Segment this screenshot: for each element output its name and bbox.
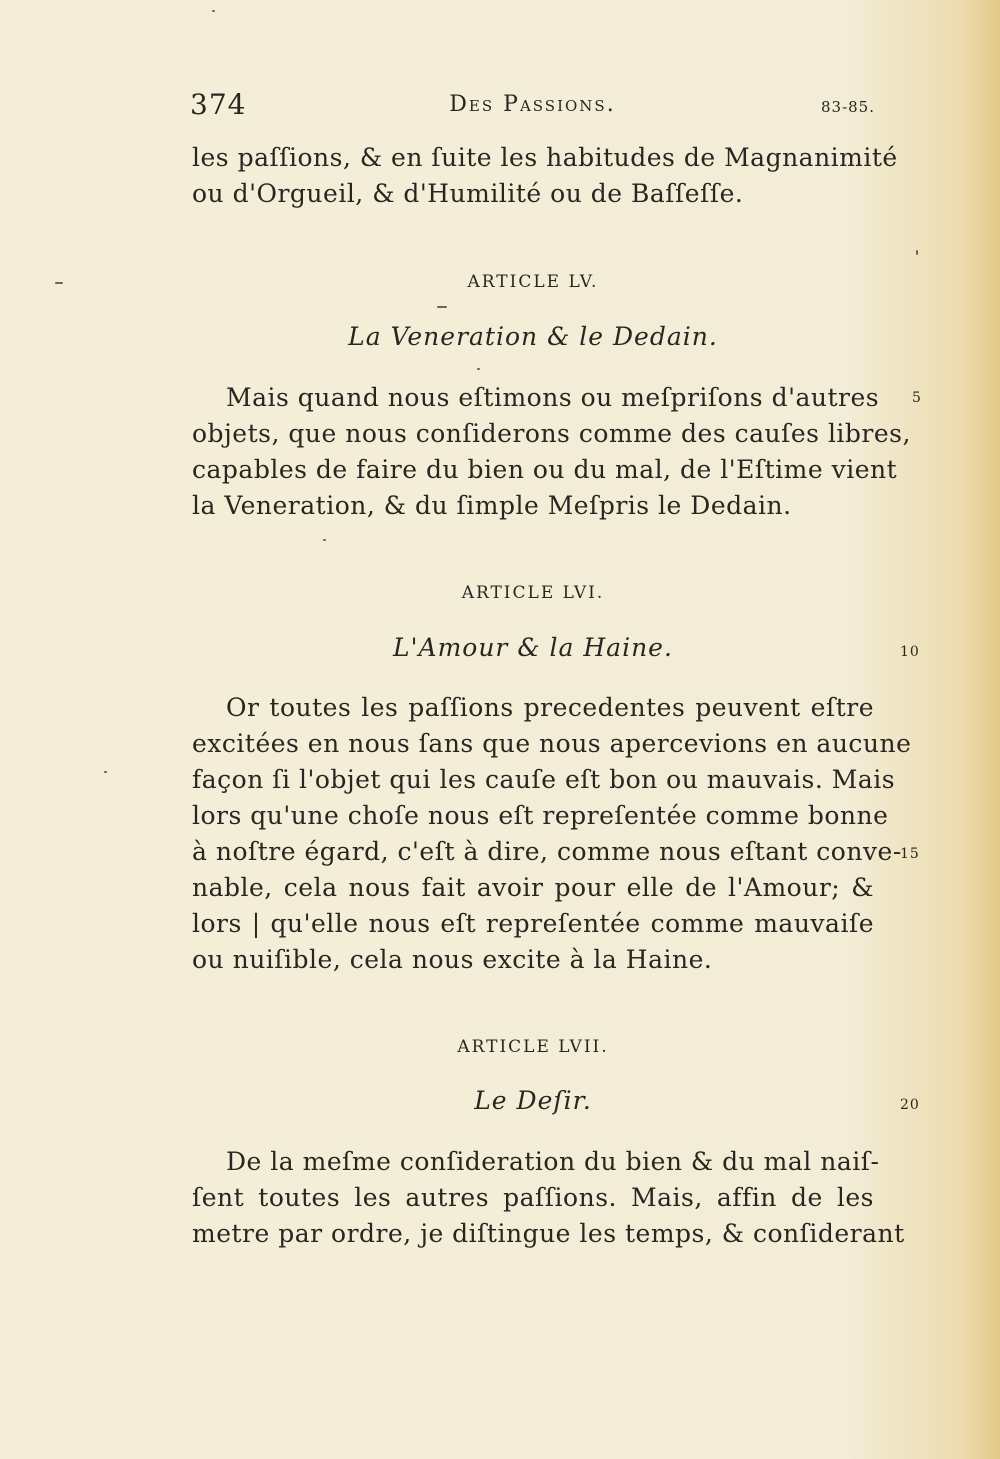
scan-speck: [477, 368, 480, 370]
article-title: L'Amour & la Haine.: [393, 633, 673, 662]
article-title: Le Deſir.: [474, 1086, 592, 1115]
scan-speck: [916, 250, 918, 255]
scan-speck: [55, 282, 63, 284]
text-line: ou nuiſible, cela nous excite à la Haine.: [192, 945, 713, 974]
text-line: façon ſi l'objet qui les cauſe eſt bon ou mauvais. Mais: [192, 765, 896, 794]
line-number-marker: 5: [912, 390, 922, 406]
text-line: excitées en nous ſans que nous apercevions en aucune: [192, 729, 912, 758]
text-line: ſent toutes les autres paſſions. Mais, affin de les: [192, 1183, 874, 1212]
article-title: La Veneration & le Dedain.: [348, 322, 718, 351]
section-reference: 83-85.: [820, 98, 875, 116]
text-line: metre par ordre, je diſtingue les temps, & conſiderant: [192, 1219, 905, 1248]
article-heading: ARTICLE LV.: [467, 272, 599, 292]
text-line: lors qu'une choſe nous eſt repreſentée comme bonne: [192, 801, 889, 830]
scan-speck: [104, 771, 107, 773]
page-number: 374: [190, 88, 247, 121]
scan-speck: [212, 10, 215, 12]
text-line: objets, que nous conſiderons comme des cauſes libres,: [192, 419, 911, 448]
line-number-marker: 10: [900, 644, 920, 660]
text-line: capables de faire du bien ou du mal, de l'Eſtime vient: [192, 455, 898, 484]
text-line: ou d'Orgueil, & d'Humilité ou de Baſſeſſe.: [192, 179, 744, 208]
scan-speck: [323, 539, 326, 541]
text-line: les paſſions, & en ſuite les habitudes de Magnanimité: [192, 143, 898, 172]
text-line: Or toutes les paſſions precedentes peuvent eſtre: [226, 693, 874, 722]
text-line: nable, cela nous fait avoir pour elle de l'Amour; &: [192, 873, 874, 902]
line-number-marker: 20: [900, 1097, 920, 1113]
page-header: [190, 88, 875, 128]
text-line: De la meſme conſideration du bien & du mal naiſ-: [226, 1147, 880, 1176]
text-line: à noſtre égard, c'eſt à dire, comme nous eſtant conve-: [192, 837, 902, 866]
article-heading: ARTICLE LVII.: [457, 1037, 609, 1057]
text-line: la Veneration, & du ſimple Meſpris le Dedain.: [192, 491, 792, 520]
scan-speck: [437, 306, 447, 308]
article-heading: ARTICLE LVI.: [461, 583, 605, 603]
text-line: lors | qu'elle nous eſt repreſentée comme mauvaiſe: [192, 909, 874, 938]
text-line: Mais quand nous eſtimons ou meſpriſons d'autres: [226, 383, 880, 412]
line-number-marker: 15: [900, 846, 920, 862]
running-title: Des Passions.: [449, 92, 616, 117]
